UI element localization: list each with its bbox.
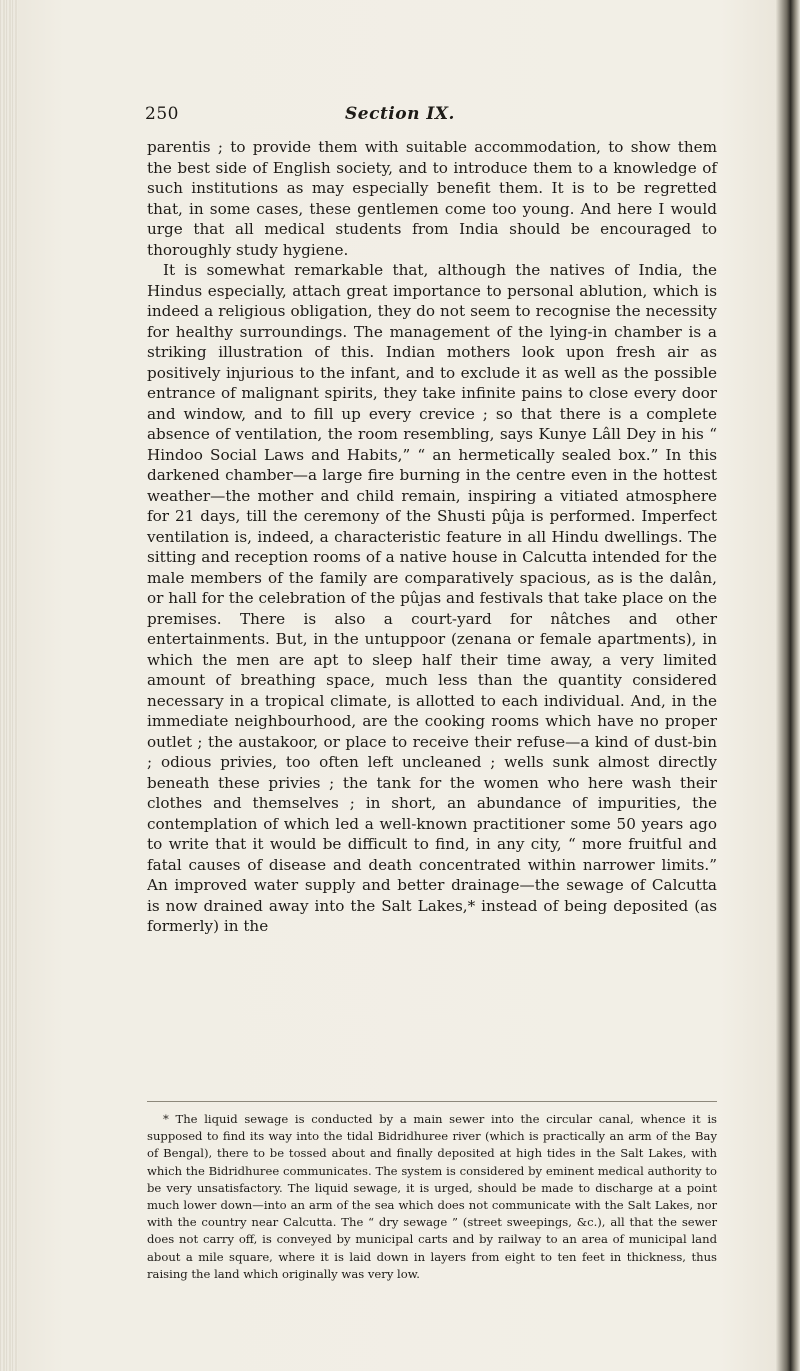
- page-number: 250: [145, 104, 179, 124]
- page-left-edge: [0, 0, 18, 1371]
- main-text: [147, 137, 717, 937]
- paragraph-1: parentis ; to provide them with suitable accommodation, to show them the best side of English society, and to introduce them to a knowledge of such institutions as may especially benefit them. It is to be regretted that, in some cases, these gentlemen come too young. And here I would urge that all medical students from India should be encouraged to thoroughly study hygiene.: [147, 138, 717, 259]
- footnote-text: * The liquid sewage is conducted by a main sewer into the circular canal, whence it is supposed to find its way into the tidal Bidridhuree river (which is practically an arm of the Bay of Bengal), there to be tossed about and finally deposited at high tides in the Salt Lakes, with which the Bidridhuree communicates. The system is considered by eminent medical authority to be very unsatisfactory. The liquid sewage, it is urged, should be made to discharge at a point much lower down—into an arm of the sea which does not communicate with the Salt Lakes, nor with the country near Calcutta. The “ dry sewage ” (street sweepings, &c.), all that the sewer does not carry off, is conveyed by municipal carts and by railway to an area of municipal land about a mile square, where it is laid down in layers from eight to ten feet in thickness, thus raising the land which originally was very low.: [147, 1112, 717, 1281]
- running-head: Section IX.: [345, 104, 455, 124]
- footnote: [147, 1111, 717, 1283]
- footnote-divider: [147, 1101, 717, 1102]
- page-header: [145, 104, 705, 128]
- paragraph-2: It is somewhat remarkable that, although the natives of India, the Hindus especially, attach great importance to personal ablution, which is indeed a religious obligation, they do not seem to recognise the necessity for healthy surroundings. The management of the lying-in chamber is a striking illustration of this. Indian mothers look upon fresh air as positively injurious to the infant, and to exclude it as well as the possible entrance of malignant spirits, they take infinite pains to close every door and window, and to fill up every crevice ; so that there is a complete absence of ventilation, the room resembling, says Kunye Lâll Dey in his “ Hindoo Social Laws and Habits,” “ an hermetically sealed box.” In this darkened chamber—a large fire burning in the centre even in the hottest weather—the mother and child remain, inspiring a vitiated atmosphere for 21 days, till the ceremony of the Shusti pûja is performed. Imperfect ventilation is, indeed, a characteristic feature in all Hindu dwellings. The sitting and reception rooms of a native house in Calcutta intended for the male members of the family are comparatively spacious, as is the dalân, or hall for the celebration of the pûjas and festivals that take place on the premises. There is also a court-yard for nâtches and other entertainments. But, in the untuppoor (zenana or female apartments), in which the men are apt to sleep half their time away, a very limited amount of breathing space, much less than the quantity considered necessary in a tropical climate, is allotted to each individual. And, in the immediate neighbourhood, are the cooking rooms which have no proper outlet ; the austakoor, or place to receive their refuse—a kind of dust-bin ; odious privies, too often left uncleaned ; wells sunk almost directly beneath these privies ; the tank for the women who here wash their clothes and themselves ; in short, an abundance of impurities, the contemplation of which led a well-known practitioner some 50 years ago to write that it would be difficult to find, in any city, “ more fruitful and fatal causes of disease and death concentrated within narrower limits.” An improved water supply and better drainage—the sewage of Calcutta is now drained away into the Salt Lakes,* instead of being deposited (as formerly) in the: [147, 261, 717, 935]
- page-right-edge-shadow: [776, 0, 800, 1371]
